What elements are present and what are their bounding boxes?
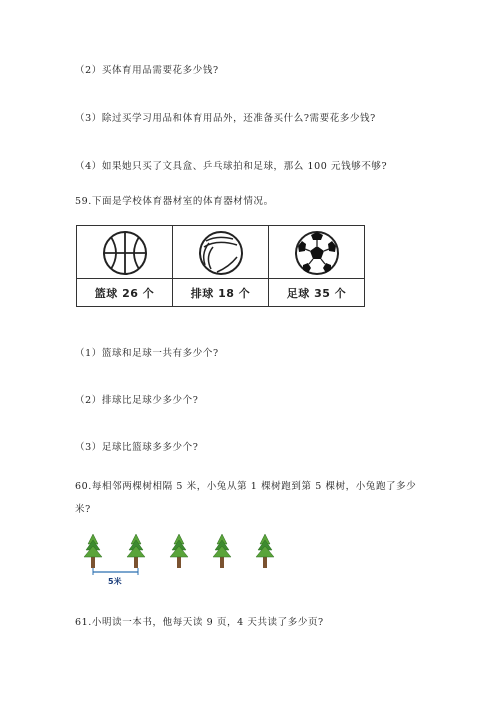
basketball-caption: 篮球 26 个 — [77, 278, 172, 306]
table-cell-volleyball — [173, 226, 269, 306]
volleyball-caption: 排球 18 个 — [173, 278, 268, 306]
tree-icon — [256, 534, 274, 568]
problem-59-question-3: （3）足球比篮球多多少个? — [75, 442, 199, 453]
table-cell-basketball — [77, 226, 173, 306]
problem-59-title: 59.下面是学校体育器材室的体育器材情况。 — [75, 196, 274, 207]
tree-icon — [213, 534, 231, 568]
problem-59-question-2: （2）排球比足球少多少个? — [75, 395, 199, 406]
equipment-table — [76, 225, 365, 307]
problem-59-question-1: （1）篮球和足球一共有多少个? — [75, 348, 219, 359]
tree-icon — [170, 534, 188, 568]
soccer-caption: 足球 35 个 — [269, 278, 364, 306]
tree-icon — [127, 534, 145, 568]
problem-60-line-2: 米? — [75, 504, 91, 515]
table-cell-soccer — [269, 226, 364, 306]
tree-icon — [84, 534, 102, 568]
question-3: （3）除过买学习用品和体育用品外，还准备买什么?需要花多少钱? — [75, 113, 376, 124]
basketball-icon — [101, 229, 149, 277]
question-4: （4）如果她只买了文具盒、乒乓球拍和足球，那么 100 元钱够不够? — [75, 161, 388, 172]
volleyball-icon — [197, 229, 245, 277]
problem-60-line-1: 60.每相邻两棵树相隔 5 米，小兔从第 1 棵树跑到第 5 棵树，小兔跑了多少 — [75, 481, 417, 492]
soccer-ball-icon — [293, 229, 341, 277]
question-2: （2）买体育用品需要花多少钱? — [75, 65, 219, 76]
distance-label: 5米 — [108, 577, 122, 586]
problem-61: 61.小明读一本书，他每天读 9 页，4 天共读了多少页? — [75, 617, 324, 628]
